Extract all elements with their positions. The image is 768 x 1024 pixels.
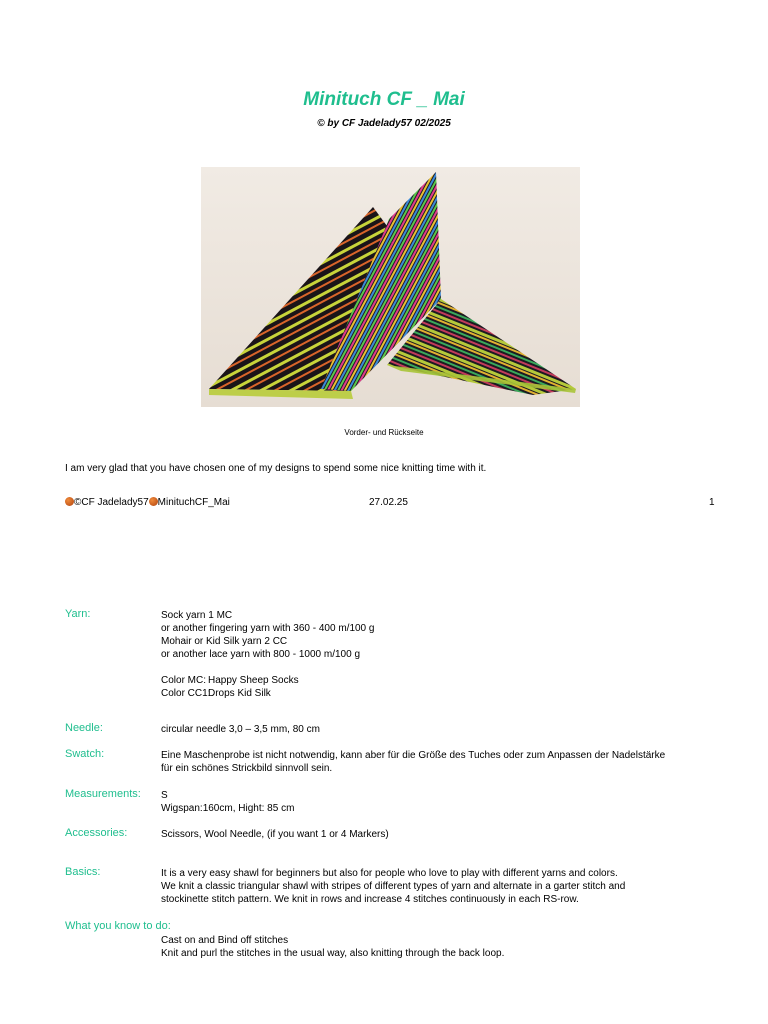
document-byline: © by CF Jadelady57 02/2025: [317, 118, 451, 129]
yarn-ball-icon: [65, 497, 74, 506]
color-mc-value: Happy Sheep Socks: [208, 675, 299, 686]
yarn-line: Mohair or Kid Silk yarn 2 CC: [161, 636, 288, 647]
document-title: Minituch CF _ Mai: [303, 89, 465, 110]
swatch-line: Eine Maschenprobe ist nicht notwendig, kann aber für die Größe des Tuches oder zum Anpassen der Nadelstärke: [161, 750, 666, 761]
color-cc1-row: [161, 687, 374, 700]
footer-left: [65, 497, 230, 508]
footer-date: 27.02.25: [369, 497, 408, 508]
hight-unit: cm: [281, 803, 295, 814]
basics-line: stockinette stitch pattern. We knit in rows and increase 4 stitches continuously in each RS-row.: [161, 894, 579, 905]
accessories-label: Accessories:: [65, 827, 128, 839]
wingspan-label: Wigspan:: [161, 803, 203, 814]
footer-copyright: ©CF Jadelady57: [74, 497, 149, 508]
color-mc-row: [161, 674, 374, 687]
color-mc-key: Color MC:: [161, 675, 207, 686]
know-text: [161, 934, 504, 960]
yarn-details: [161, 609, 374, 700]
shawl-photo: [201, 167, 580, 407]
intro-text: I am very glad that you have chosen one of my designs to spend some nice knitting time with it.: [65, 463, 487, 474]
measurements-text: [161, 789, 294, 815]
basics-line: We knit a classic triangular shawl with stripes of different types of yarn and alternate in a garter stitch and: [161, 881, 626, 892]
yarn-line: Sock yarn 1 MC: [161, 610, 233, 621]
know-label: What you know to do:: [65, 920, 171, 932]
basics-text: [161, 867, 625, 906]
basics-label: Basics:: [65, 866, 101, 878]
color-cc1-value: Drops Kid Silk: [208, 688, 271, 699]
footer-page-number: 1: [709, 497, 715, 508]
photo-caption: Vorder- und Rückseite: [344, 428, 424, 437]
yarn-line: or another fingering yarn with 360 - 400 m/100 g: [161, 623, 375, 634]
swatch-text: [161, 749, 665, 775]
hight-value: 85: [267, 803, 279, 814]
swatch-label: Swatch:: [65, 748, 105, 760]
accessories-text: Scissors, Wool Needle, (if you want 1 or 4 Markers): [161, 829, 389, 840]
know-line: Knit and purl the stitches in the usual way, also knitting through the back loop.: [161, 948, 505, 959]
swatch-line: für ein schönes Strickbild sinnvoll sein.: [161, 763, 333, 774]
know-line: Cast on and Bind off stitches: [161, 935, 289, 946]
color-cc1-key: Color CC1:: [161, 688, 211, 699]
measurements-label: Measurements:: [65, 788, 141, 800]
measurements-dimensions: [161, 802, 294, 815]
footer-doc-name: MinituchCF_Mai: [157, 497, 230, 508]
yarn-label: Yarn:: [65, 608, 91, 620]
hight-label: cm, Hight:: [219, 803, 265, 814]
basics-line: It is a very easy shawl for beginners but also for people who love to play with different yarns and colors.: [161, 868, 618, 879]
needle-text: circular needle 3,0 – 3,5 mm, 80 cm: [161, 724, 320, 735]
measurements-size: S: [161, 790, 168, 801]
needle-label: Needle:: [65, 722, 103, 734]
wingspan-value: 160: [202, 803, 220, 814]
yarn-ball-icon: [149, 497, 158, 506]
yarn-line: or another lace yarn with 800 - 1000 m/100 g: [161, 649, 361, 660]
